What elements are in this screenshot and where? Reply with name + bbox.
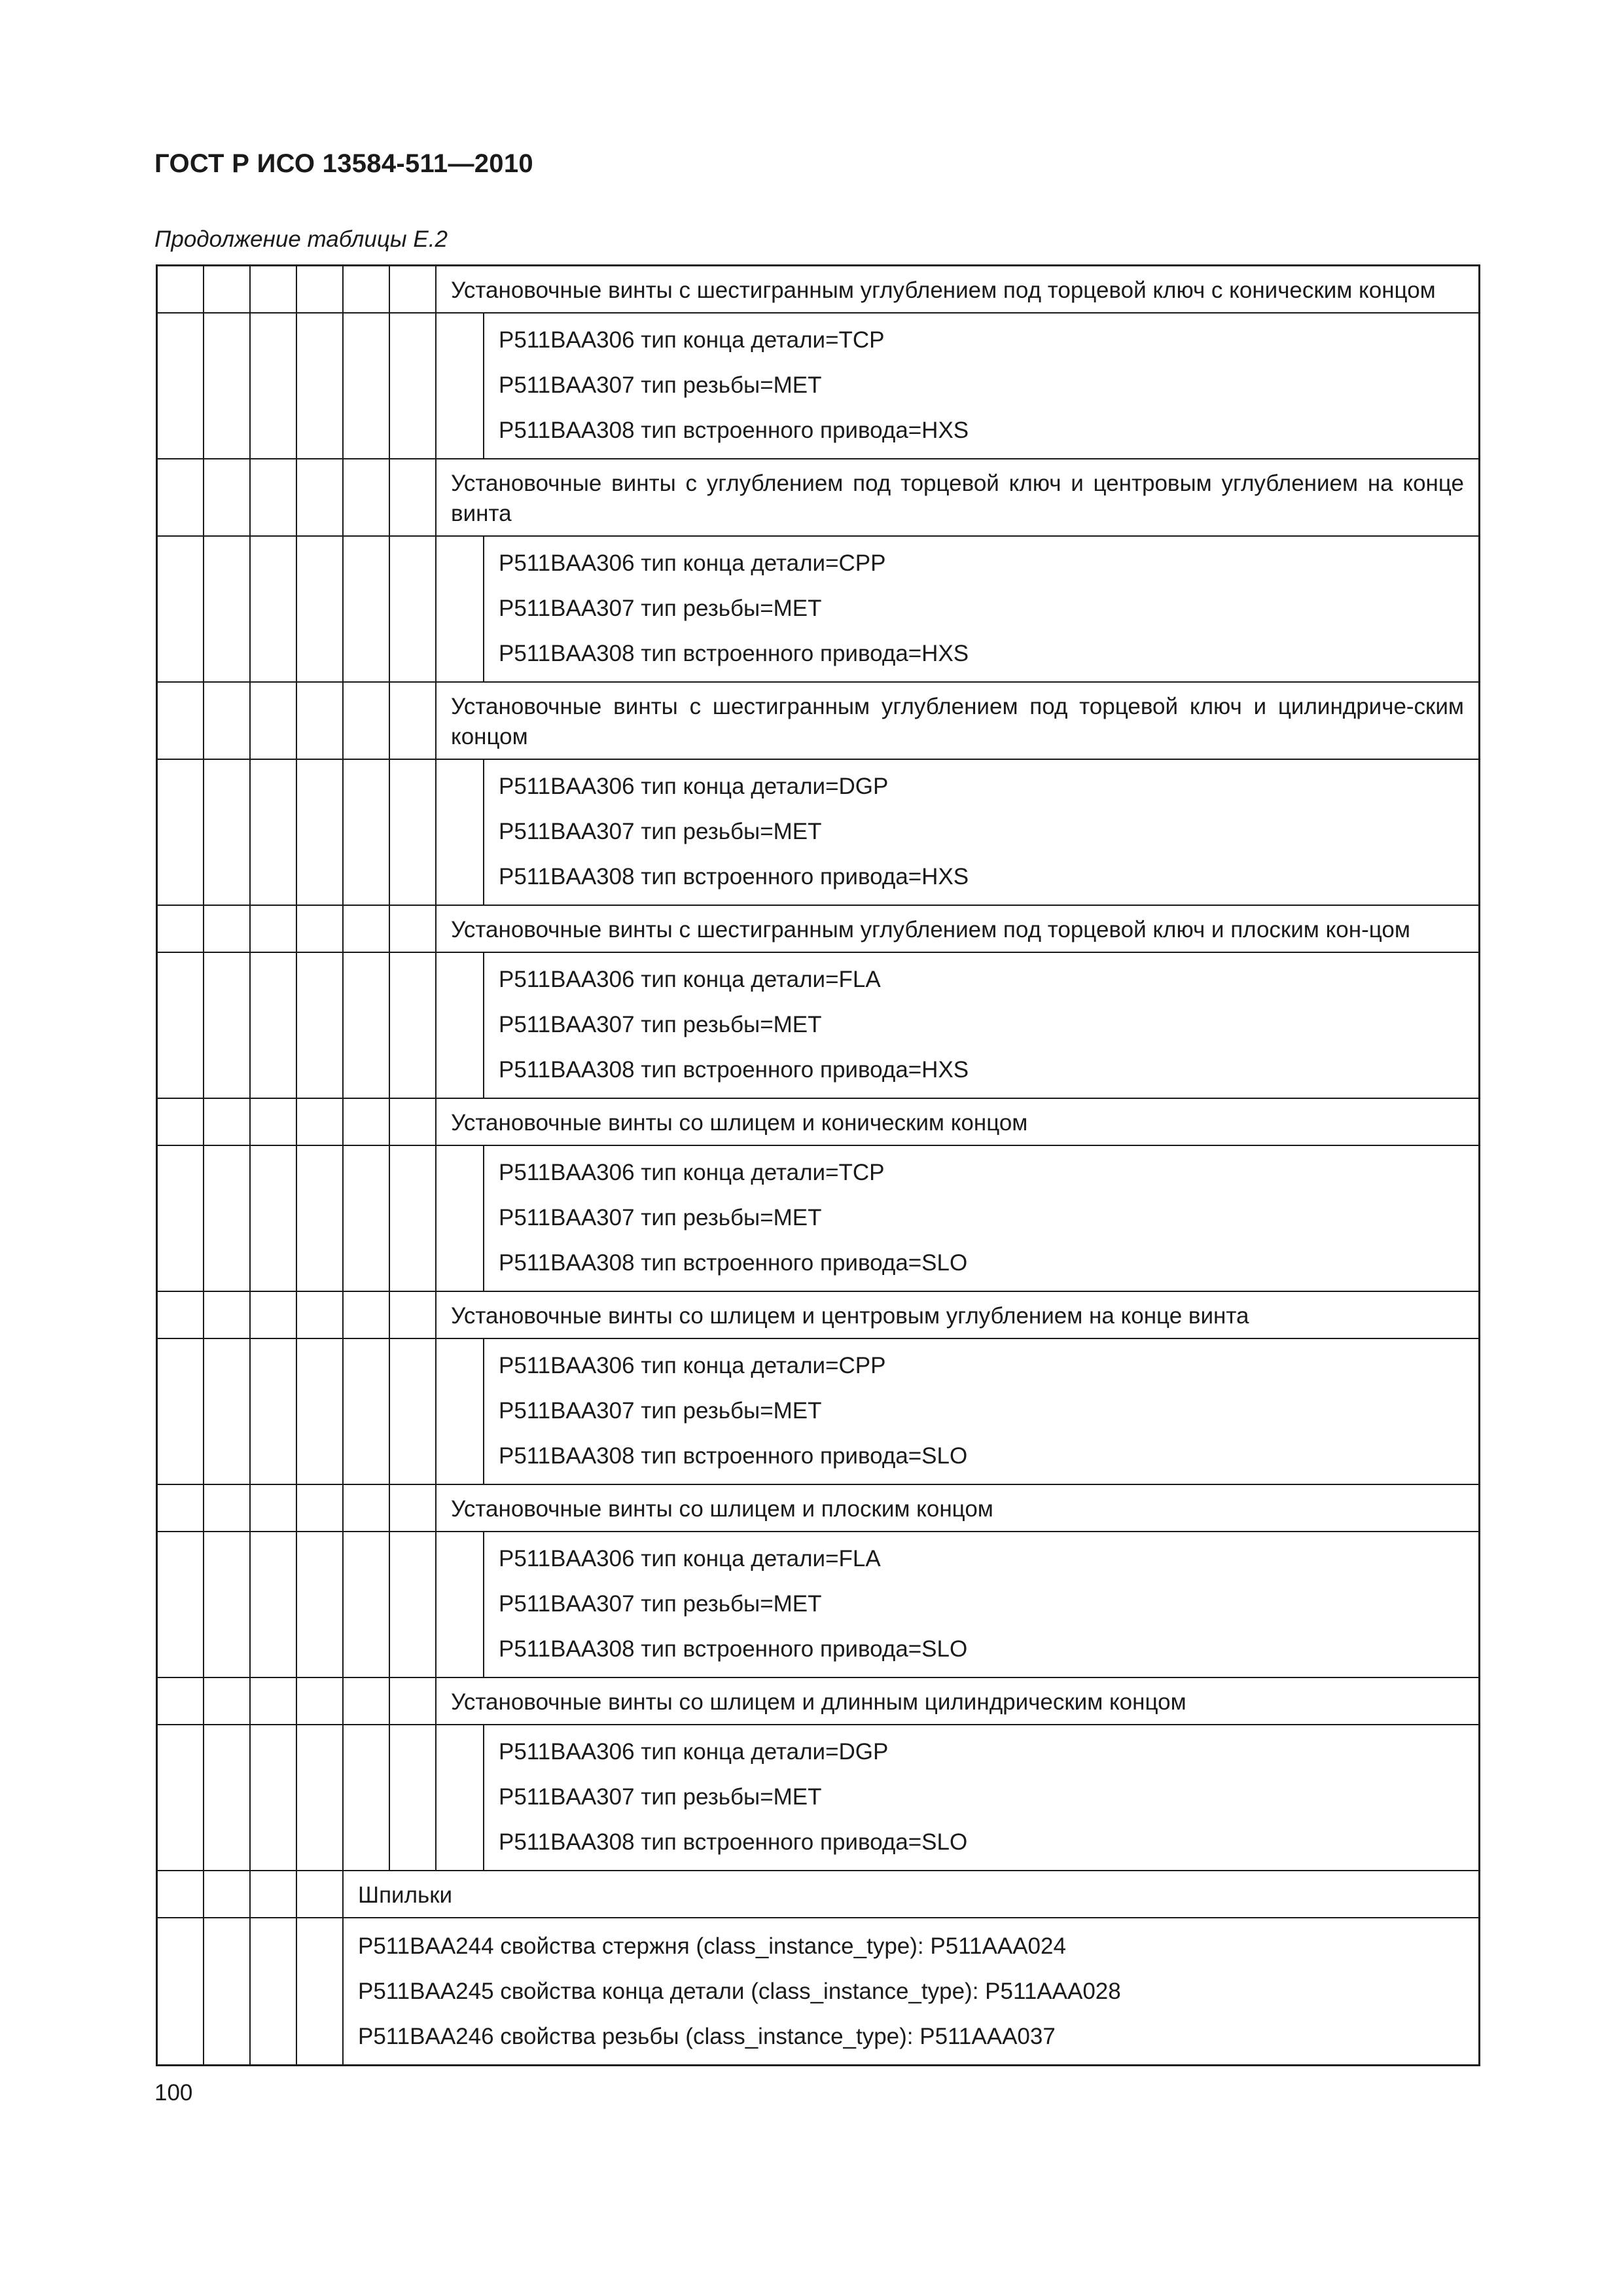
group-title-row [158,681,1478,759]
group-title: Установочные винты с углублением под торцевой ключ и центровым углублением на конце винта [451,471,1464,526]
empty-cell [158,1918,204,2064]
empty-cell [437,314,483,458]
empty-cell [251,1871,297,1917]
empty-cell [204,683,251,759]
empty-cell [344,1099,390,1145]
empty-cell [204,537,251,681]
empty-cell [251,1339,297,1484]
empty-cell [297,1146,344,1291]
empty-cell [344,314,390,458]
empty-cell [390,1146,437,1291]
empty-cell [344,906,390,952]
property-line: P511BAA306 тип конца детали=TCP [499,1160,885,1185]
empty-cell [344,953,390,1098]
props-block [437,953,1478,1098]
empty-cell [297,760,344,905]
group-props-row [158,1724,1478,1870]
empty-cell [344,1725,390,1870]
group-title-row [158,1098,1478,1145]
studs-props-row [158,1917,1478,2064]
empty-cell [390,266,437,312]
empty-cell [344,459,390,535]
property-line: P511BAA307 тип резьбы=MET [499,1784,822,1810]
property-line: P511BAA308 тип встроенного привода=SLO [499,1250,968,1276]
empty-cell [251,953,297,1098]
empty-cell [297,459,344,535]
group-props-row [158,312,1478,458]
group-title-row [158,1677,1478,1724]
empty-cell [390,1485,437,1531]
empty-cell [204,906,251,952]
empty-cell [204,1339,251,1484]
studs-property-list [344,1918,1478,2064]
group-title: Установочные винты со шлицем и центровым углублением на конце винта [451,1303,1249,1329]
empty-cell [158,953,204,1098]
empty-cell [344,1146,390,1291]
property-line: P511BAA307 тип резьбы=MET [499,596,822,621]
empty-cell [390,459,437,535]
empty-cell [204,760,251,905]
property-line: P511BAA308 тип встроенного привода=SLO [499,1636,968,1662]
classification-table [156,264,1480,2066]
props-block [437,537,1478,681]
property-list [483,314,1478,458]
empty-cell [204,266,251,312]
empty-cell [437,1725,483,1870]
empty-cell [204,1725,251,1870]
group-props-row [158,1145,1478,1291]
empty-cell [390,314,437,458]
empty-cell [204,1099,251,1145]
empty-cell [251,1725,297,1870]
empty-cell [437,537,483,681]
empty-cell [204,314,251,458]
property-line: P511BAA307 тип резьбы=MET [499,819,822,844]
empty-cell [158,1485,204,1531]
empty-cell [344,1339,390,1484]
empty-cell [158,1099,204,1145]
group-title-row [158,266,1478,312]
property-list [483,1146,1478,1291]
property-line: P511BAA308 тип встроенного привода=HXS [499,864,969,889]
empty-cell [251,1678,297,1724]
empty-cell [251,314,297,458]
empty-cell [437,1146,483,1291]
property-list [483,1532,1478,1677]
empty-cell [344,1485,390,1531]
empty-cell [344,760,390,905]
empty-cell [390,683,437,759]
empty-cell [204,1146,251,1291]
empty-cell [297,1532,344,1677]
group-title: Установочные винты со шлицем и длинным цилиндрическим концом [451,1689,1186,1715]
property-line: P511BAA306 тип конца детали=CPP [499,1353,886,1378]
empty-cell [297,1678,344,1724]
property-line: P511BAA244 свойства стержня (class_instance_type): P511AAA024 [358,1933,1066,1959]
empty-cell [297,1485,344,1531]
empty-cell [158,1146,204,1291]
empty-cell [297,266,344,312]
property-line: P511BAA306 тип конца детали=DGP [499,1739,889,1765]
property-line: P511BAA245 свойства конца детали (class_instance_type): P511AAA028 [358,1979,1121,2004]
empty-cell [297,1871,344,1917]
property-line: P511BAA306 тип конца детали=TCP [499,327,885,353]
empty-cell [158,1871,204,1917]
empty-cell [297,1292,344,1338]
empty-cell [204,459,251,535]
empty-cell [204,1678,251,1724]
props-block [437,760,1478,905]
empty-cell [297,1099,344,1145]
empty-cell [297,1918,344,2064]
props-block [437,1532,1478,1677]
empty-cell [158,1725,204,1870]
document-header: ГОСТ Р ИСО 13584-511—2010 [154,149,533,178]
empty-cell [204,953,251,1098]
empty-cell [251,1292,297,1338]
empty-cell [437,760,483,905]
property-list [483,1725,1478,1870]
empty-cell [158,266,204,312]
studs-title: Шпильки [358,1882,453,1908]
props-block [437,314,1478,458]
property-list [483,953,1478,1098]
property-line: P511BAA308 тип встроенного привода=HXS [499,1057,969,1083]
group-title: Установочные винты с шестигранным углублением под торцевой ключ и цилиндриче-ским концом [451,694,1464,749]
property-line: P511BAA307 тип резьбы=MET [499,1205,822,1230]
property-list [483,1339,1478,1484]
empty-cell [390,537,437,681]
empty-cell [158,906,204,952]
empty-cell [297,1725,344,1870]
empty-cell [344,683,390,759]
empty-cell [390,906,437,952]
empty-cell [390,760,437,905]
empty-cell [344,1678,390,1724]
empty-cell [437,1532,483,1677]
empty-cell [251,1485,297,1531]
group-title: Установочные винты со шлицем и плоским концом [451,1496,993,1522]
property-list [483,760,1478,905]
empty-cell [158,1292,204,1338]
empty-cell [251,760,297,905]
empty-cell [204,1918,251,2064]
empty-cell [251,1099,297,1145]
empty-cell [158,314,204,458]
property-line: P511BAA308 тип встроенного привода=SLO [499,1443,968,1469]
empty-cell [390,953,437,1098]
group-props-row [158,535,1478,681]
property-line: P511BAA306 тип конца детали=FLA [499,1546,881,1571]
property-line: P511BAA307 тип резьбы=MET [499,1591,822,1617]
empty-cell [204,1532,251,1677]
empty-cell [344,537,390,681]
group-title-row [158,1484,1478,1531]
group-title: Установочные винты с шестигранным углублением под торцевой ключ с коническим концом [451,278,1436,303]
empty-cell [251,1146,297,1291]
property-line: P511BAA307 тип резьбы=MET [499,372,822,398]
empty-cell [297,537,344,681]
empty-cell [251,1918,297,2064]
property-line: P511BAA307 тип резьбы=MET [499,1398,822,1424]
empty-cell [390,1339,437,1484]
group-title-row [158,905,1478,952]
empty-cell [344,266,390,312]
empty-cell [297,683,344,759]
empty-cell [158,683,204,759]
empty-cell [437,1339,483,1484]
property-line: P511BAA306 тип конца детали=DGP [499,774,889,799]
props-block [437,1339,1478,1484]
empty-cell [437,953,483,1098]
empty-cell [251,537,297,681]
empty-cell [158,1678,204,1724]
group-props-row [158,1338,1478,1484]
group-title: Установочные винты со шлицем и коническим концом [451,1110,1028,1136]
property-line: P511BAA246 свойства резьбы (class_instance_type): P511AAA037 [358,2024,1056,2049]
group-title-row [158,1291,1478,1338]
group-props-row [158,952,1478,1098]
studs-title-row [158,1870,1478,1917]
property-list [483,537,1478,681]
table-caption: Продолжение таблицы Е.2 [154,226,448,252]
empty-cell [390,1725,437,1870]
empty-cell [158,1339,204,1484]
empty-cell [344,1292,390,1338]
empty-cell [251,683,297,759]
group-props-row [158,759,1478,905]
props-block [437,1725,1478,1870]
empty-cell [390,1678,437,1724]
empty-cell [158,537,204,681]
property-line: P511BAA307 тип резьбы=MET [499,1012,822,1037]
group-title: Установочные винты с шестигранным углублением под торцевой ключ и плоским кон-цом [451,917,1410,942]
property-line: P511BAA306 тип конца детали=FLA [499,967,881,992]
empty-cell [204,1871,251,1917]
empty-cell [297,314,344,458]
empty-cell [390,1532,437,1677]
property-line: P511BAA308 тип встроенного привода=SLO [499,1829,968,1855]
empty-cell [158,760,204,905]
group-props-row [158,1531,1478,1677]
empty-cell [204,1485,251,1531]
page-number: 100 [154,2080,193,2106]
empty-cell [251,1532,297,1677]
empty-cell [251,266,297,312]
empty-cell [390,1292,437,1338]
empty-cell [344,1532,390,1677]
empty-cell [390,1099,437,1145]
props-block [437,1146,1478,1291]
empty-cell [251,906,297,952]
empty-cell [251,459,297,535]
empty-cell [297,906,344,952]
property-line: P511BAA308 тип встроенного привода=HXS [499,641,969,666]
property-line: P511BAA308 тип встроенного привода=HXS [499,418,969,443]
empty-cell [297,953,344,1098]
empty-cell [297,1339,344,1484]
empty-cell [204,1292,251,1338]
property-line: P511BAA306 тип конца детали=CPP [499,550,886,576]
group-title-row [158,458,1478,535]
empty-cell [158,1532,204,1677]
empty-cell [158,459,204,535]
